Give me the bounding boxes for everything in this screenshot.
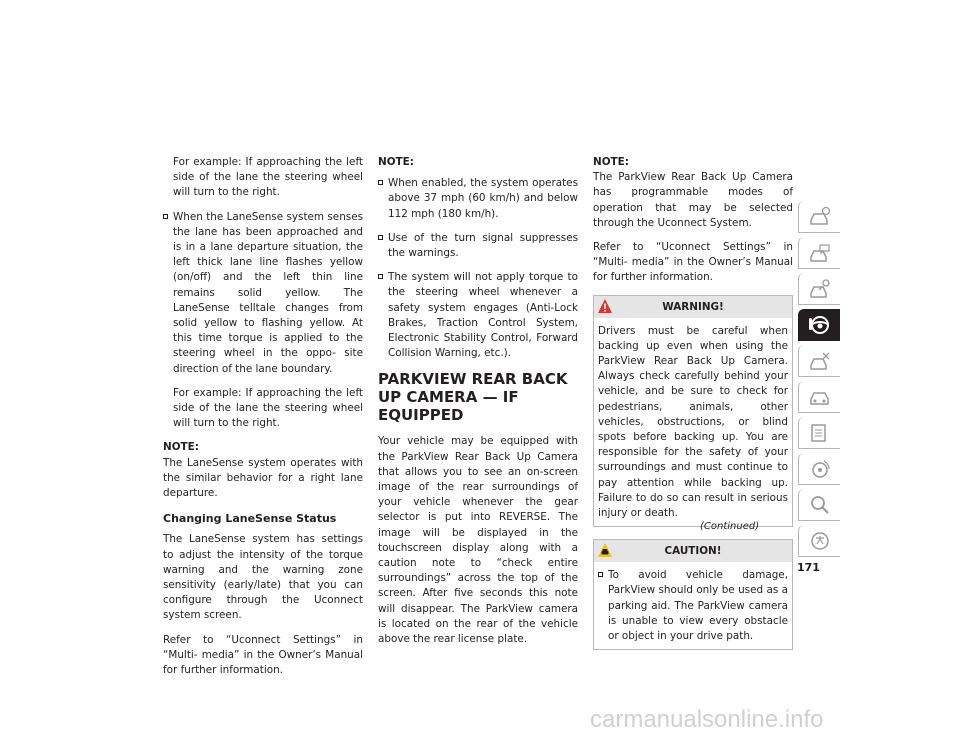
warning-title: WARNING! xyxy=(662,300,724,313)
tab-maintenance-list[interactable] xyxy=(798,417,840,449)
caution-text: To avoid vehicle damage, ParkView should only be used as a parking aid. The ParkView camera is unable to view every obstacle or object in your drive path. xyxy=(608,569,788,643)
bullet-item xyxy=(378,231,578,261)
continued-label: (Continued) xyxy=(700,521,760,532)
car-service-icon xyxy=(808,386,832,408)
bullet-square-icon xyxy=(163,214,168,219)
section-title: PARKVIEW REAR BACK UP CAMERA — IF EQUIPPED xyxy=(378,370,568,425)
language-icon xyxy=(808,530,832,552)
example-text: For example: If approaching the left side of the lane the steering wheel will turn to the right. xyxy=(173,156,363,199)
column-2 xyxy=(378,155,578,656)
bullet-item xyxy=(378,176,578,222)
caution-title: CAUTION! xyxy=(664,545,722,558)
tab-search[interactable] xyxy=(798,489,840,521)
note-text: The LaneSense system operates with the similar behavior for a right lane departure. xyxy=(163,456,363,500)
multimedia-icon xyxy=(808,458,832,480)
caution-header xyxy=(594,540,792,562)
chapter-tabs xyxy=(798,201,840,561)
tab-car-message[interactable] xyxy=(798,237,840,269)
tab-multimedia[interactable] xyxy=(798,453,840,485)
bullet-text: When the LaneSense system senses the lane has been approached and is in a lane departure situation, the left thick lane line flashes yellow (on/off) and the left thin line remains solid yellow. The LaneSense telltale changes from solid yellow to flashing yellow. At this time torque is applied to the steering wheel in the oppo- site direction of the lane boundary. xyxy=(173,210,363,375)
warning-triangle-icon xyxy=(597,298,613,314)
tab-car-key[interactable] xyxy=(798,273,840,305)
note-label: NOTE: xyxy=(593,156,629,168)
car-key-icon xyxy=(808,278,832,300)
bullet-square-icon xyxy=(378,180,383,185)
car-info-icon xyxy=(808,206,832,228)
caution-box xyxy=(593,539,793,650)
warning-box xyxy=(593,295,793,528)
warning-text: Drivers must be careful when backing up even when using the ParkView Rear Back Up Camera. Always check carefully behind your vehicle, and be sure to check for pedestrians, animals, other vehicles, obstructions, or blind spots before backing up. You are responsible for the safety of your surroundings and must continue to pay attention while backing up. Failure to do so can result in serious injury or death. xyxy=(598,324,788,520)
caution-car-icon xyxy=(597,542,613,558)
bullet-text: Use of the turn signal suppresses the warnings. xyxy=(388,231,578,260)
tab-car-crash[interactable] xyxy=(798,345,840,377)
tab-car-info[interactable] xyxy=(798,201,840,233)
paragraph: Refer to “Uconnect Settings” in “Multi- media” in the Owner’s Manual for further information. xyxy=(163,633,363,677)
car-message-icon xyxy=(808,242,832,264)
tab-car-service[interactable] xyxy=(798,381,840,413)
example-text: For example: If approaching the left side of the lane the steering wheel will turn to the right. xyxy=(173,386,363,430)
note-text: The ParkView Rear Back Up Camera has programmable modes of operation that may be selected through the Uconnect System. xyxy=(593,171,793,229)
search-icon xyxy=(808,494,832,516)
bullet-square-icon xyxy=(598,572,603,577)
note-label: NOTE: xyxy=(163,441,199,454)
maintenance-list-icon xyxy=(808,422,832,444)
watermark: carmanualsonline.info xyxy=(590,706,824,733)
section-heading: Changing LaneSense Status xyxy=(163,512,337,526)
bullet-square-icon xyxy=(378,274,383,279)
paragraph: The LaneSense system has settings to adjust the intensity of the torque warning and the warning zone sensitivity (early/late) that you can configure through the Uconnect system screen. xyxy=(163,533,363,622)
tab-language[interactable] xyxy=(798,525,840,557)
steering-wheel-icon xyxy=(807,314,831,336)
note-label: NOTE: xyxy=(378,156,414,168)
bullet-text: When enabled, the system operates above 37 mph (60 km/h) and below 112 mph (180 km/h). xyxy=(388,177,578,220)
bullet-square-icon xyxy=(378,235,383,240)
bullet-item xyxy=(163,210,363,377)
tab-steering-wheel[interactable] xyxy=(798,309,840,341)
bullet-text: The system will not apply torque to the steering wheel whenever a safety system engages (Anti-Lock Brakes, Traction Control System, Electronic Stability Control, Forward Collision Warning, etc.). xyxy=(388,271,578,360)
column-3 xyxy=(593,155,793,650)
column-1 xyxy=(163,155,363,687)
paragraph: Your vehicle may be equipped with the ParkView Rear Back Up Camera that allows you to see an on-screen image of the rear surroundings of your vehicle whenever the gear selector is put into REVERSE. The image will be displayed in the touchscreen display along with a caution note to “check entire surroundings” across the top of the screen. After five seconds this note will disappear. The ParkView camera is located on the rear of the vehicle above the rear license plate. xyxy=(378,435,578,646)
warning-header xyxy=(594,296,792,318)
paragraph: Refer to “Uconnect Settings” in “Multi- media” in the Owner’s Manual for further information. xyxy=(593,241,793,284)
page-number: 171 xyxy=(797,561,820,574)
bullet-item xyxy=(598,568,788,644)
bullet-item xyxy=(378,270,578,361)
car-crash-icon xyxy=(808,350,832,372)
